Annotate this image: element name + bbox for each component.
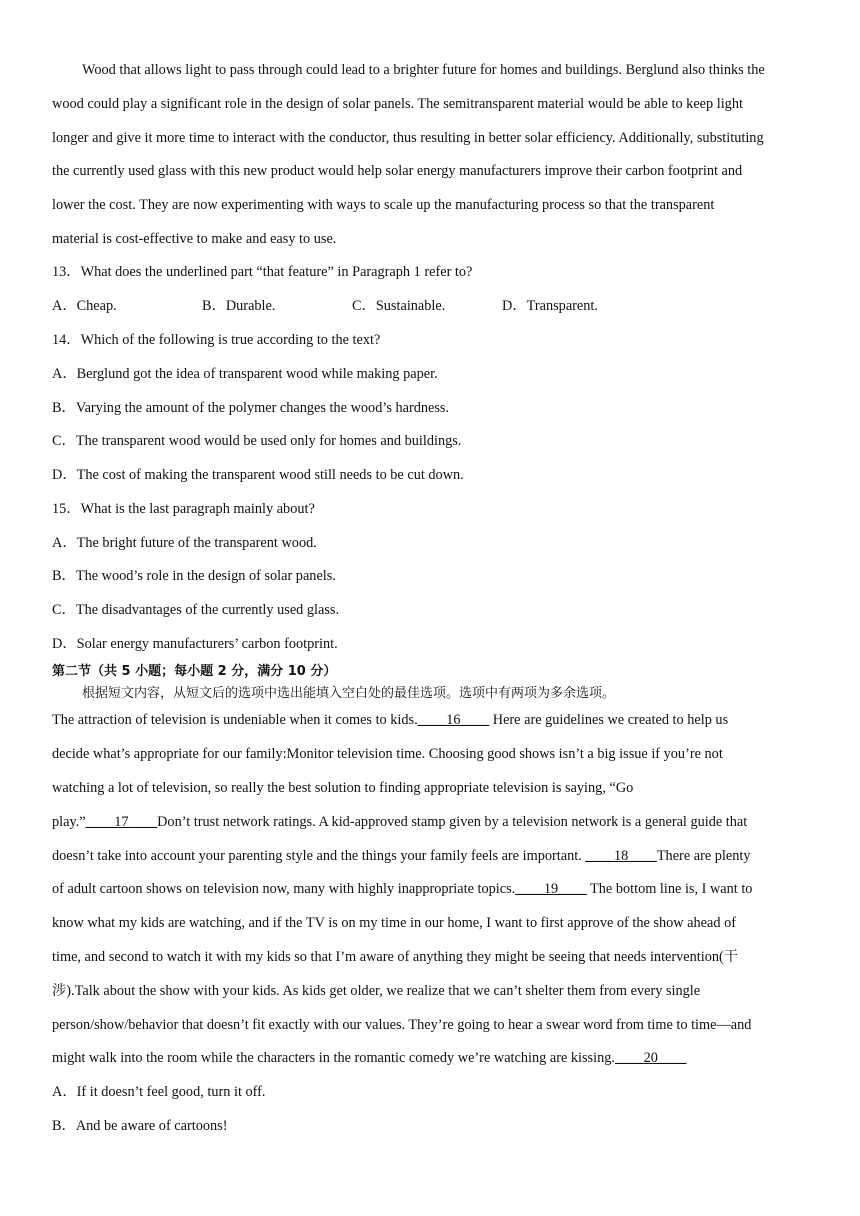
passage-line: material is cost-effective to make and easy to use. — [52, 231, 337, 247]
option-d[interactable]: D．Transparent. — [502, 298, 598, 314]
cloze-line: time, and second to watch it with my kids so that I’m aware of anything they might be seeing that needs intervention(干 — [52, 949, 739, 965]
question-15-option-c[interactable]: C．The disadvantages of the currently used glass. — [52, 602, 340, 618]
passage-line: lower the cost. They are now experimenting with ways to scale up the manufacturing process so that the transparent — [52, 197, 715, 213]
blank-18[interactable]: ____18____ — [585, 848, 657, 864]
cloze-line: watching a lot of television, so really the best solution to finding appropriate television is saying, “Go — [52, 780, 634, 796]
cloze-line: person/show/behavior that doesn’t fit exactly with our values. They’re going to hear a swear word from time to time—and — [52, 1017, 752, 1033]
question-13-options — [52, 296, 598, 316]
cloze-line: play.”____17____Don’t trust network ratings. A kid-approved stamp given by a television network is a general guide that — [52, 814, 748, 830]
question-14-option-d[interactable]: D．The cost of making the transparent wood still needs to be cut down. — [52, 467, 464, 483]
cloze-line: know what my kids are watching, and if the TV is on my time in our home, I want to first approve of the show ahead of — [52, 915, 736, 931]
question-14-stem: 14．Which of the following is true according to the text? — [52, 332, 381, 348]
option-c[interactable]: C．Sustainable. — [352, 298, 446, 314]
passage-line: longer and give it more time to interact with the conductor, thus resulting in better solar efficiency. Additionally, substituting — [52, 130, 764, 146]
cloze-line: The attraction of television is undeniable when it comes to kids.____16____ Here are guidelines we created to help us — [52, 712, 729, 728]
cloze-line: might walk into the room while the characters in the romantic comedy we’re watching are kissing.____20____ — [52, 1050, 687, 1066]
question-14-option-c[interactable]: C．The transparent wood would be used only for homes and buildings. — [52, 433, 462, 449]
blank-20[interactable]: ____20____ — [614, 1050, 687, 1066]
cloze-line: decide what’s appropriate for our family:Monitor television time. Choosing good shows isn’t a big issue if you’re not — [52, 746, 723, 762]
blank-19[interactable]: ____19____ — [515, 881, 587, 897]
section-heading: 第二节（共 5 小题；每小题 2 分，满分 10 分） — [52, 664, 337, 679]
cloze-line: of adult cartoon shows on television now, many with highly inappropriate topics.____19____ The bottom line is, I want to — [52, 881, 753, 897]
blank-16[interactable]: ____16____ — [417, 712, 490, 728]
cloze-option-a[interactable]: A．If it doesn’t feel good, turn it off. — [52, 1084, 266, 1100]
question-15-option-a[interactable]: A．The bright future of the transparent wood. — [52, 535, 317, 551]
question-14-option-a[interactable]: A．Berglund got the idea of transparent wood while making paper. — [52, 366, 438, 382]
passage-line: the currently used glass with this new product would help solar energy manufacturers improve their carbon footprint and — [52, 163, 743, 179]
section-instruction: 根据短文内容，从短文后的选项中选出能填入空白处的最佳选项。选项中有两项为多余选项。 — [82, 686, 616, 701]
question-15-option-d[interactable]: D．Solar energy manufacturers’ carbon footprint. — [52, 636, 338, 652]
question-15-stem: 15．What is the last paragraph mainly about? — [52, 501, 315, 517]
passage-line: wood could play a significant role in the design of solar panels. The semitransparent material would be able to keep light — [52, 96, 743, 112]
cloze-line: 涉).Talk about the show with your kids. As kids get older, we realize that we can’t shelter them from every single — [52, 983, 701, 999]
question-14-option-b[interactable]: B．Varying the amount of the polymer changes the wood’s hardness. — [52, 400, 450, 416]
blank-17[interactable]: ____17____ — [85, 814, 158, 830]
passage-line: Wood that allows light to pass through could lead to a brighter future for homes and buildings. Berglund also thinks the — [82, 62, 765, 78]
question-13-stem: 13．What does the underlined part “that feature” in Paragraph 1 refer to? — [52, 264, 473, 280]
option-a[interactable]: A．Cheap. — [52, 298, 117, 314]
cloze-line: doesn’t take into account your parenting style and the things your family feels are important. ____18____There are plenty — [52, 848, 751, 864]
option-b[interactable]: B．Durable. — [202, 298, 276, 314]
cloze-option-b[interactable]: B．And be aware of cartoons! — [52, 1118, 228, 1134]
question-15-option-b[interactable]: B．The wood’s role in the design of solar panels. — [52, 568, 336, 584]
